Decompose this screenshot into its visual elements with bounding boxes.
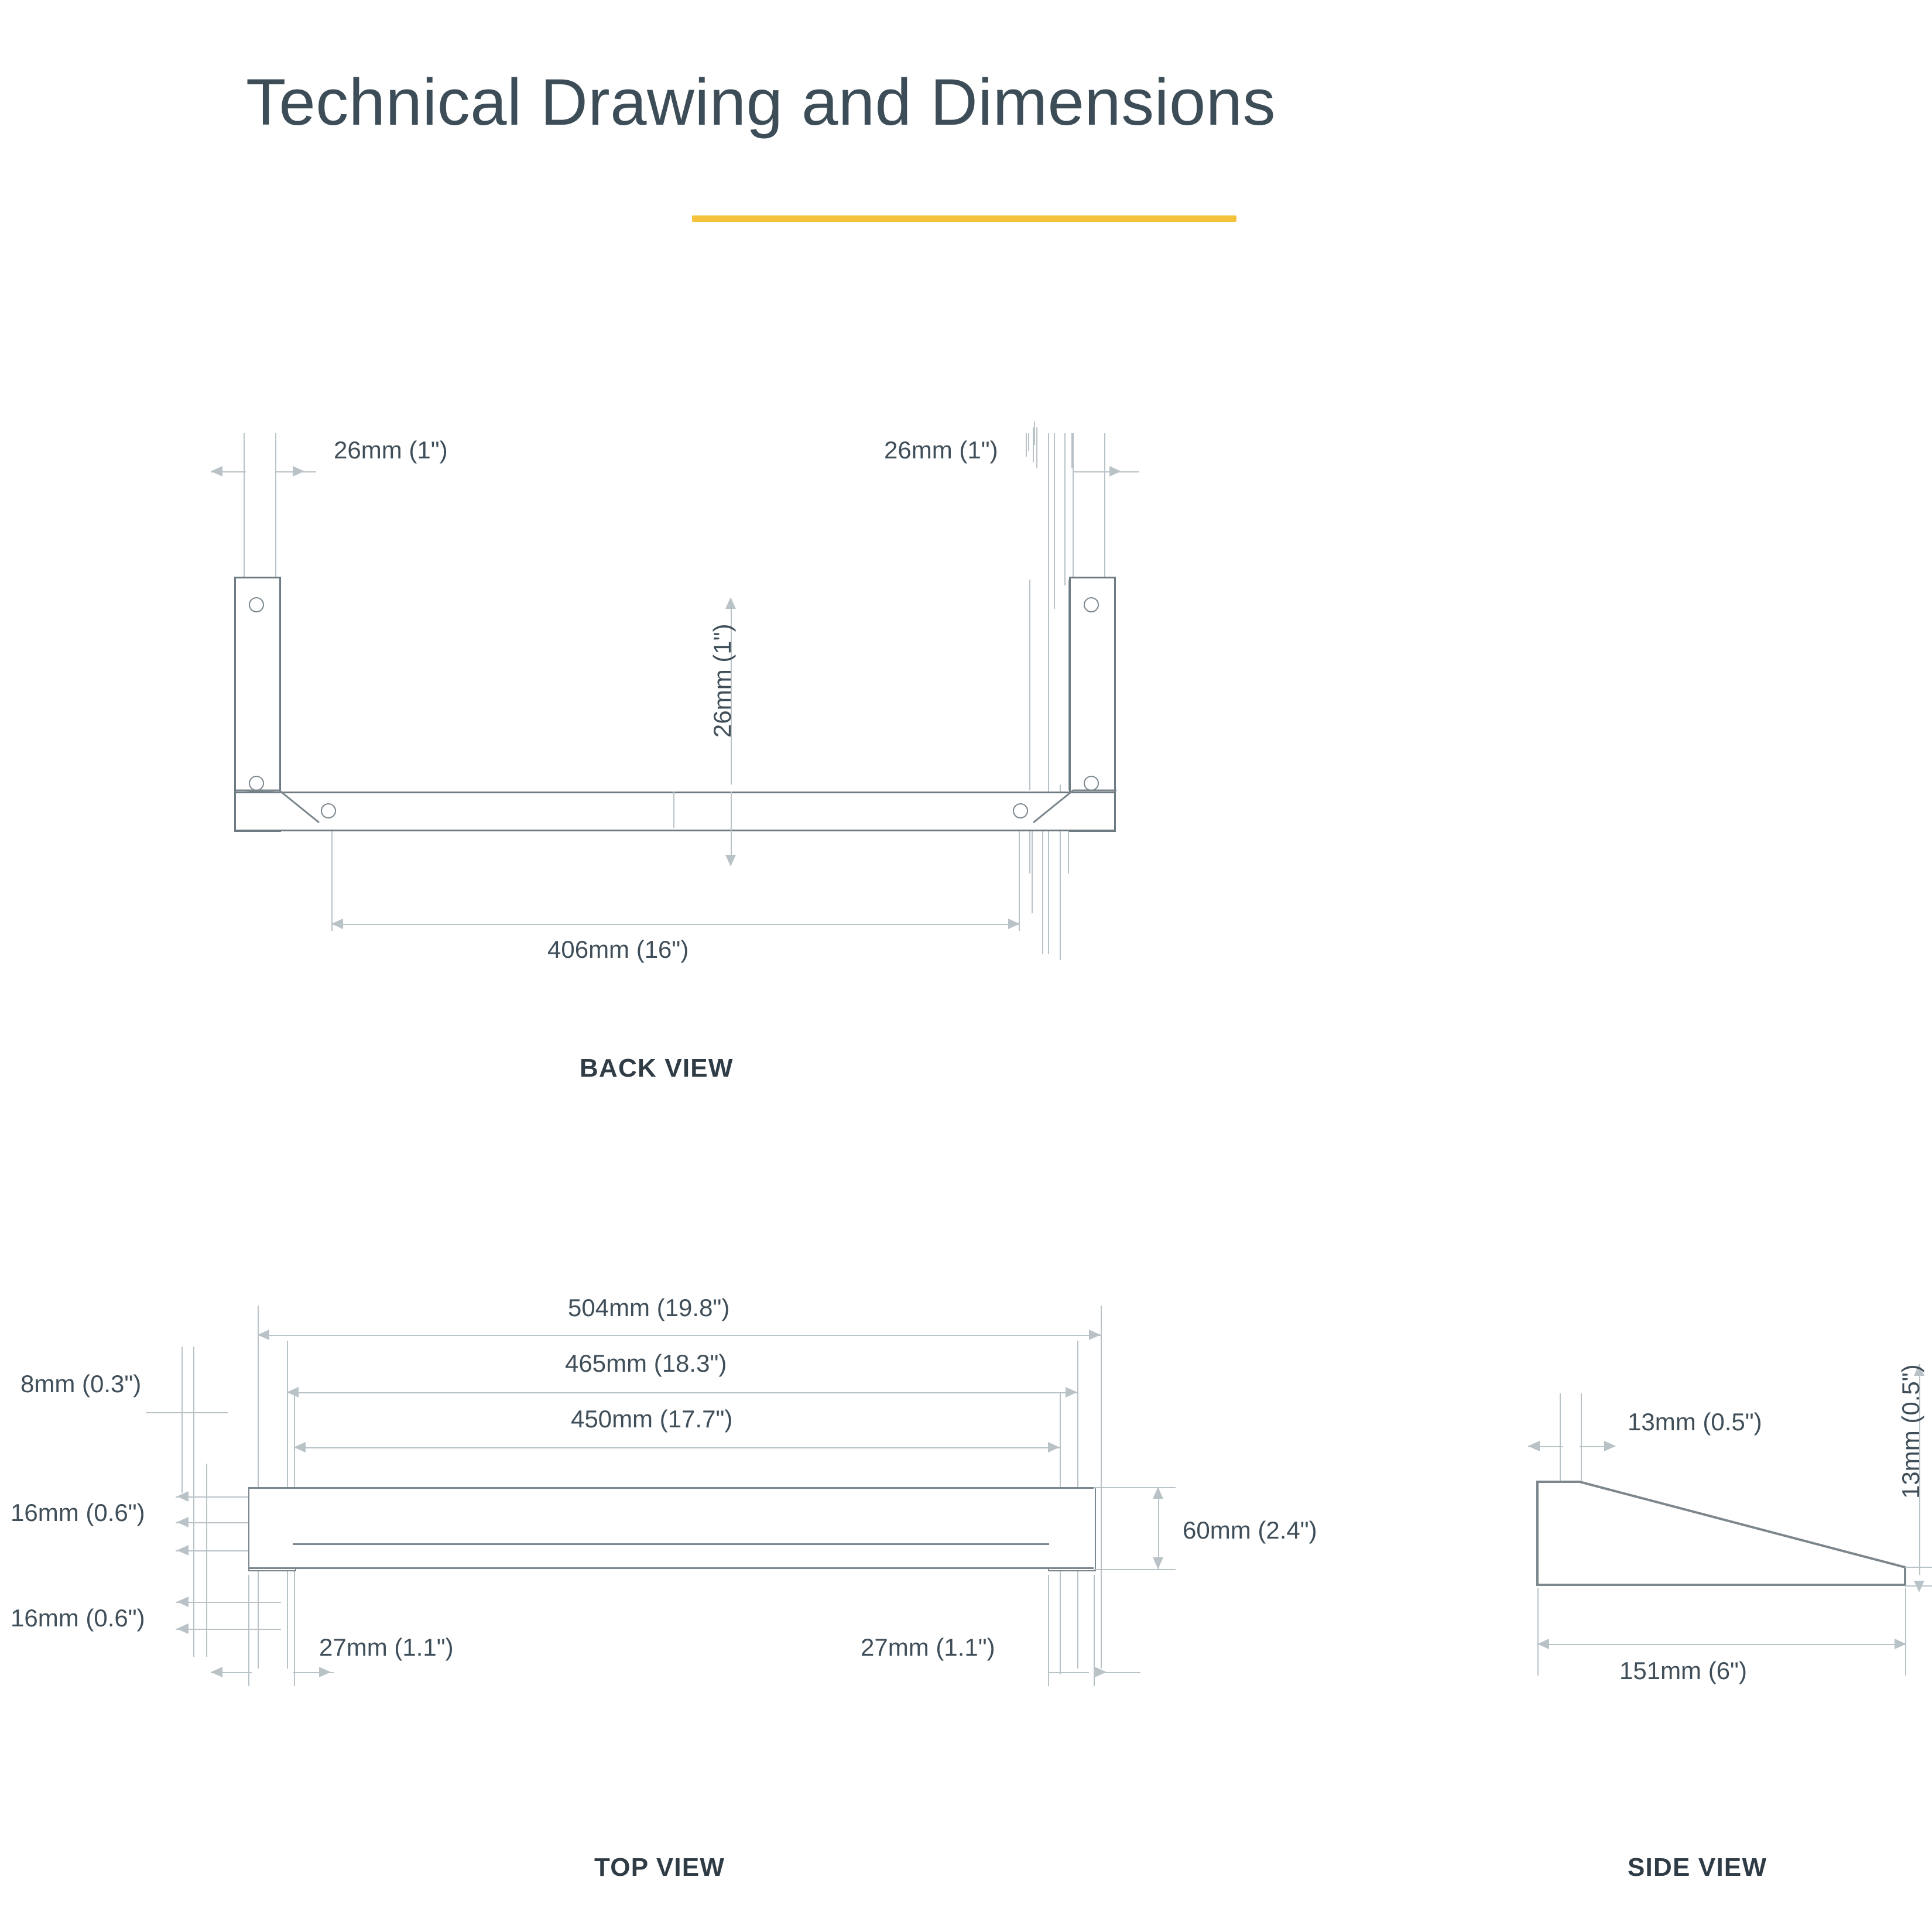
side-dim-13v-arrow-dn [1914, 1581, 1924, 1592]
back-extline-center-c [1054, 433, 1055, 609]
top-dim-60-arrow-up [1153, 1487, 1163, 1499]
label-back-view: BACK VIEW [580, 1054, 734, 1083]
dim-top-left-ear-depth: 27mm (1.1") [319, 1633, 454, 1661]
top-dim-16a-arrow2 [177, 1517, 189, 1527]
top-dim-504-arrow-r [1089, 1330, 1101, 1340]
side-ext-13v-a [1905, 1567, 1932, 1568]
top-ext-27l-b [294, 1575, 295, 1686]
top-ext-8mm-a [181, 1347, 183, 1493]
back-dim-right-lead [1073, 471, 1105, 472]
dim-back-left-flange: 26mm (1") [334, 436, 448, 464]
side-ext-151-right [1905, 1588, 1906, 1676]
dim-top-right-ear-depth: 27mm (1.1") [861, 1633, 995, 1661]
side-wedge-outline [1534, 1478, 1909, 1590]
top-ext-16a-v1 [193, 1464, 194, 1657]
side-dim-151-arrow-r [1895, 1639, 1906, 1649]
side-dim-13h-arrow1 [1528, 1441, 1540, 1451]
dim-side-top-thickness: 13mm (0.5") [1628, 1408, 1762, 1436]
back-dim-right-lead2 [1104, 471, 1139, 472]
dim-top-overall-width: 504mm (19.8") [568, 1294, 730, 1321]
dim-top-slot-pitch-lower: 16mm (0.6") [11, 1604, 145, 1632]
top-dim-27l-arrow1 [211, 1667, 222, 1677]
back-dim-left-arrow [211, 466, 222, 477]
top-dim-465-arrow-l [287, 1387, 299, 1397]
back-center-mark [673, 792, 674, 828]
dim-top-mid-width: 465mm (18.3") [565, 1349, 727, 1377]
dim-top-front-offset: 8mm (0.3") [20, 1370, 142, 1397]
top-dim-8mm-line [146, 1412, 228, 1413]
back-extline-mid-5 [1028, 433, 1029, 451]
top-dim-16b-arrow1 [177, 1597, 189, 1607]
top-plate-edge-bottom [248, 1567, 1094, 1569]
dim-back-overall-width: 406mm (16") [547, 936, 689, 963]
back-extline-center-d [1036, 427, 1037, 468]
top-dim-16a-arrow1 [177, 1491, 189, 1502]
label-side-view: SIDE VIEW [1628, 1853, 1767, 1882]
top-dim-504-line [258, 1335, 1101, 1336]
back-extline-center-e [1064, 433, 1066, 585]
top-ext-27r-a [1048, 1575, 1049, 1686]
dim-back-right-flange: 26mm (1") [884, 436, 998, 464]
top-dim-16b-line2 [176, 1629, 281, 1630]
top-dim-16b-line1 [176, 1602, 281, 1603]
back-dim-left-arrow2 [293, 466, 304, 477]
back-wdim-arrow-right [1008, 919, 1020, 929]
top-dim-27l-arrow2 [319, 1667, 331, 1677]
side-ext-151-left [1537, 1588, 1539, 1676]
back-gussets [231, 764, 1121, 828]
back-wdim-line [331, 924, 1020, 925]
back-wdim-ext-left [331, 831, 333, 931]
top-dim-60-ext-bottom [1094, 1569, 1176, 1570]
back-left-hole-1 [249, 597, 264, 612]
top-dim-27r-line1 [1048, 1672, 1089, 1673]
side-dim-151-arrow-l [1537, 1639, 1549, 1649]
side-dim-151-line [1537, 1644, 1905, 1645]
back-vdim-line2 [731, 792, 732, 862]
dim-side-back-height: 13mm (0.5") [1897, 1364, 1924, 1499]
top-ext-27l-a [248, 1575, 249, 1686]
dim-back-lip-height: 26mm (1") [708, 624, 736, 738]
top-dim-465-line [287, 1392, 1077, 1393]
top-dim-450-arrow-l [294, 1442, 306, 1453]
top-dim-465-arrow-r [1066, 1387, 1077, 1397]
top-dim-450-arrow-r [1048, 1442, 1060, 1453]
top-dim-60-ext-top [1094, 1487, 1176, 1488]
side-dim-13h-arrow2 [1604, 1441, 1616, 1451]
back-wdim-ext-right [1019, 831, 1020, 931]
back-vdim-arrow-down [725, 855, 736, 866]
top-dim-60-arrow-dn [1153, 1557, 1163, 1569]
top-ext-16a-v2 [206, 1464, 207, 1657]
page-title: Technical Drawing and Dimensions [246, 66, 1276, 139]
back-extline-mid-8 [1029, 580, 1030, 790]
dim-top-slot-pitch-upper: 16mm (0.6") [11, 1499, 145, 1526]
back-extline-center-b [1042, 820, 1043, 954]
top-dim-450-line [294, 1447, 1060, 1448]
back-wdim-arrow-left [331, 919, 343, 929]
top-dim-60-line [1158, 1487, 1159, 1569]
back-extline-mid-3 [1034, 422, 1035, 445]
top-plate-inner-edge [293, 1543, 1049, 1545]
dim-side-length: 151mm (6") [1619, 1657, 1747, 1684]
label-top-view: TOP VIEW [594, 1853, 725, 1882]
back-vdim-arrow-up [725, 597, 736, 609]
title-underline [692, 215, 1236, 222]
dim-top-inner-width: 450mm (17.7") [571, 1405, 733, 1433]
top-dim-16a-arrow3 [177, 1545, 189, 1556]
top-dim-27r-line2 [1094, 1672, 1140, 1673]
back-extline-mid-4 [1026, 433, 1027, 457]
top-plate-edge-top [248, 1487, 1094, 1489]
top-plate-outline [248, 1487, 1096, 1569]
back-right-hole-1 [1084, 597, 1099, 612]
top-dim-16b-arrow2 [177, 1623, 189, 1634]
top-dim-504-arrow-l [258, 1330, 269, 1340]
dim-top-depth: 60mm (2.4") [1183, 1516, 1317, 1544]
